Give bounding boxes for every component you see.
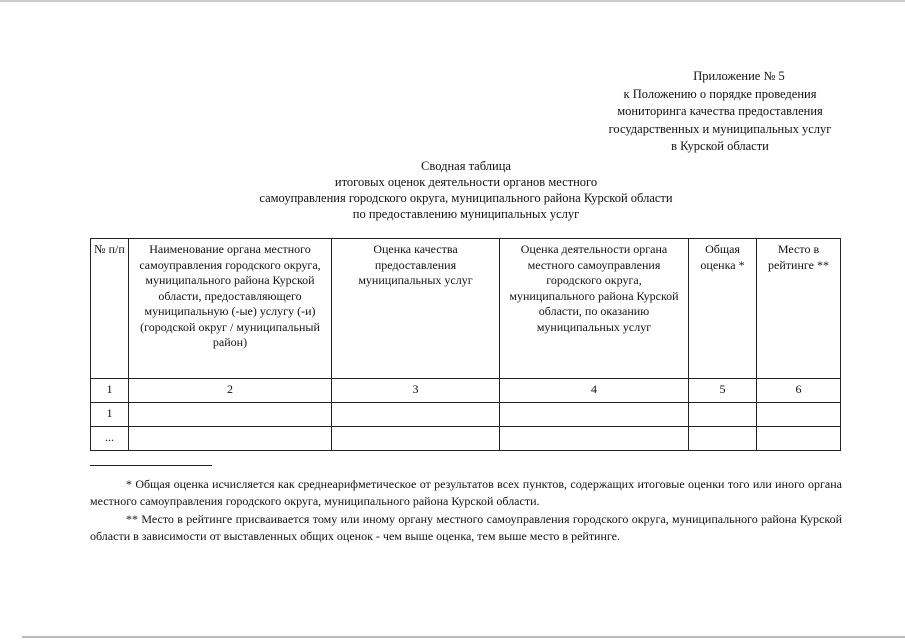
header-cell-rating-place: Место в рейтинге ** (757, 239, 841, 379)
header-cell-total-score: Общая оценка * (689, 239, 757, 379)
header-cell-organ-name: Наименование органа местного самоуправления городского округа, муниципального района Курской области, предоставляющего муниципальную (-ые) услугу (-и) (городской округ / муниципальный район) (129, 239, 332, 379)
scan-edge-bottom (22, 636, 905, 638)
table-cell: ... (91, 427, 129, 451)
footnote-rating-place: ** Место в рейтинге присваивается тому или иному органу местного самоуправления городского округа, муниципального района Курской области в зависимости от выставленных общих оценок - чем выше оценка, тем выше место в рейтинге. (90, 512, 842, 543)
table-cell (332, 403, 500, 427)
footnotes (90, 476, 842, 546)
column-number-cell: 1 (91, 379, 129, 403)
column-number-cell: 2 (129, 379, 332, 403)
table-cell (757, 403, 841, 427)
column-number-row (91, 379, 841, 403)
summary-title-line: самоуправления городского округа, муниципального района Курской области (259, 191, 673, 205)
appendix-line: в Курской области (671, 139, 769, 153)
table-cell (129, 427, 332, 451)
column-number-cell: 4 (500, 379, 689, 403)
table-cell (129, 403, 332, 427)
table-row (91, 427, 841, 451)
table-row (91, 403, 841, 427)
header-cell-number: № п/п (91, 239, 129, 379)
rating-table (90, 238, 841, 451)
summary-title-line: Сводная таблица (421, 159, 511, 173)
table-cell (500, 403, 689, 427)
table-header-row (91, 239, 841, 379)
appendix-line: к Положению о порядке проведения (623, 86, 817, 101)
column-number-cell: 6 (757, 379, 841, 403)
column-number-cell: 5 (689, 379, 757, 403)
table-cell (332, 427, 500, 451)
scan-edge-top (0, 0, 905, 2)
table-cell (757, 427, 841, 451)
appendix-number: Приложение № 5 (693, 69, 785, 83)
appendix-line: мониторинга качества предоставления (617, 104, 823, 118)
table-cell (689, 427, 757, 451)
header-cell-quality-score: Оценка качества предоставления муниципальных услуг (332, 239, 500, 379)
column-number-cell: 3 (332, 379, 500, 403)
summary-title-line: по предоставлению муниципальных услуг (352, 207, 580, 221)
summary-title-line: итоговых оценок деятельности органов местного (334, 175, 598, 189)
header-cell-activity-score: Оценка деятельности органа местного самоуправления городского округа, муниципального района Курской области, по оказанию муниципальных услуг (500, 239, 689, 379)
summary-title (200, 158, 732, 222)
appendix-line: государственных и муниципальных услуг (608, 121, 832, 136)
footnote-total-score: * Общая оценка исчисляется как среднеарифметическое от результатов всех пунктов, содержащих итоговые оценки того или иного органа местного самоуправления городского округа, муниципального района Курской области. (90, 477, 842, 508)
footnote-separator (90, 465, 212, 466)
table-cell (500, 427, 689, 451)
appendix-header (560, 68, 880, 156)
table-cell (689, 403, 757, 427)
table-cell: 1 (91, 403, 129, 427)
